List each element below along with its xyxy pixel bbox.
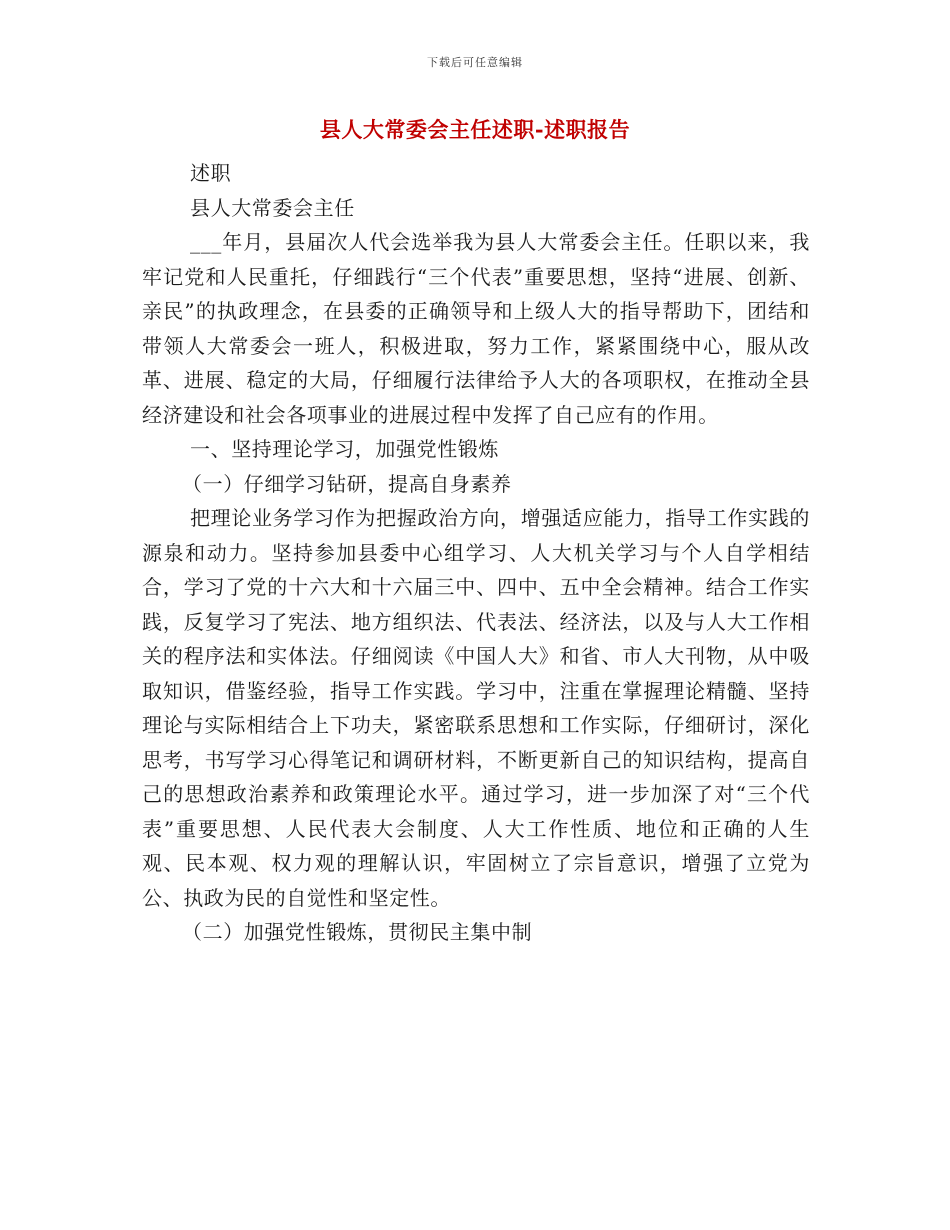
subsection-heading-1-2: （二）加强党性锻炼，贯彻民主集中制 [182,920,533,944]
section-heading-1: 一、坚持理论学习，加强党性锻炼 [190,437,499,461]
document-body [142,156,810,950]
paragraph-position: 县人大常委会主任 [190,195,355,220]
header-note: 下载后可任意编辑 [427,56,523,69]
paragraph-intro: ___年月，县届次人代会选举我为县人大常委会主任。任职以来，我牢记党和人民重托，仔细践行“三个代表”重要思想，坚持“进展、创新、亲民”的执政理念，在县委的正确领导和上级人大的指导帮助下，团结和带领人大常委会一班人，积极进取，努力工作，紧紧围绕中心，服从改革、进展、稳定的大局，仔细履行法律给予人大的各项职权，在推动全县经济建设和社会各项事业的进展过程中发挥了自己应有的作用。 [142,230,810,427]
paragraph-heading-shuzhi: 述职 [190,161,232,185]
paragraph-study: 把理论业务学习作为把握政治方向，增强适应能力，指导工作实践的源泉和动力。坚持参加县委中心组学习、人大机关学习与个人自学相结合，学习了党的十六大和十六届三中、四中、五中全会精神。结合工作实践，反复学习了宪法、地方组织法、代表法、经济法，以及与人大工作相关的程序法和实体法。仔细阅读《中国人大》和省、市人大刊物，从中吸取知识，借鉴经验，指导工作实践。学习中，注重在掌握理论精髓、坚持理论与实际相结合上下功夫，紧密联系思想和工作实际，仔细研讨，深化思考，书写学习心得笔记和调研材料，不断更新自己的知识结构，提高自己的思想政治素养和政策理论水平。通过学习，进一步加深了对“三个代表”重要思想、人民代表大会制度、人大工作性质、地位和正确的人生观、民本观、权力观的理解认识，牢固树立了宗旨意识，增强了立党为公、执政为民的自觉性和坚定性。 [142,506,810,910]
document-title: 县人大常委会主任述职-述职报告 [319,117,631,142]
subsection-heading-1-1: （一）仔细学习钻研，提高自身素养 [182,471,512,496]
